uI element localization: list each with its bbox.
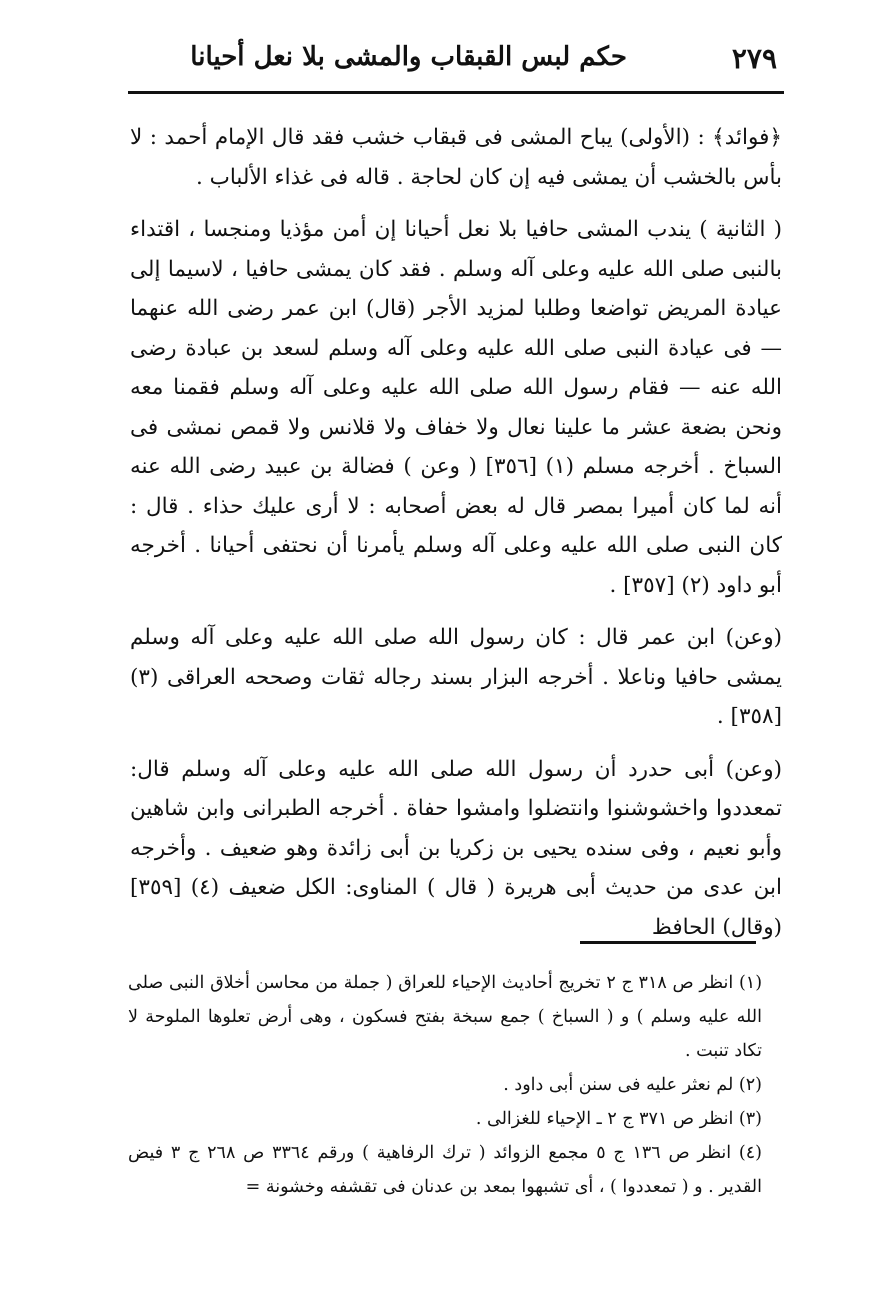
page-number: ٢٧٩ [731, 42, 777, 75]
running-title: حكم لبس القبقاب والمشى بلا نعل أحيانا [190, 42, 627, 72]
page-header [135, 38, 777, 78]
footnote-2: (٢) لم نعثر عليه فى سنن أبى داود . [503, 1075, 762, 1095]
main-text [130, 118, 782, 947]
paragraph-benefits-second: ( الثانية ) يندب المشى حافيا بلا نعل أحيانا إن أمن مؤذيا ومنجسا ، اقتداء بالنبى صلى الله عليه وعلى آله وسلم . فقد كان يمشى حافيا ، لاسيما إلى عيادة المريض تواضعا وطلبا لمزيد الأجر (قال) ابن عمر رضى الله عنهما — فى عيادة النبى صلى الله عليه وعلى آله وسلم لسعد بن عبادة رضى الله عنه — فقام رسول الله صلى الله عليه وعلى آله وسلم فقمنا معه ونحن بضعة عشر ما علينا نعال ولا خفاف ولا قلانس ولا قمص نمشى فى السباخ . أخرجه مسلم (١) [٣٥٦] ( وعن ) فضالة بن عبيد رضى الله عنه أنه لما كان أميرا بمصر قال له بعض أصحابه : لا أرى عليك حذاء . قال : كان النبى صلى الله عليه وعلى آله وسلم يأمرنا أن نحتفى أحيانا . أخرجه أبو داود (٢) [٣٥٧] . [130, 217, 782, 598]
paragraph-benefits-first: ﴿فوائد﴾ : (الأولى) يباح المشى فى قبقاب خشب فقد قال الإمام أحمد : لا بأس بالخشب أن يمشى فيه إن كان لحاجة . قاله فى غذاء الألباب . [130, 125, 782, 190]
footnote-rule [580, 941, 756, 944]
footnote-1: (١) انظر ص ٣١٨ ج ٢ تخريج أحاديث الإحياء للعراق ( جملة من محاسن أخلاق النبى صلى الله عليه وسلم ) و ( السباخ ) جمع سبخة بفتح فسكون ، وهى أرض تعلوها الملوحة لا تكاد تنبت . [128, 973, 763, 1061]
footnotes [128, 966, 762, 1204]
footnote-3: (٣) انظر ص ٣٧١ ج ٢ ـ الإحياء للغزالى . [475, 1109, 762, 1129]
footnote-4: (٤) انظر ص ١٣٦ ج ٥ مجمع الزوائد ( ترك الرفاهية ) ورقم ٣٣٦٤ ص ٢٦٨ ج ٣ فيض القدير . و ( تمعددوا ) ، أى تشبهوا بمعد بن عدنان فى تقشفه وخشونة = [128, 1143, 762, 1197]
header-rule [128, 91, 784, 94]
paragraph-abi-hadrad: (وعن) أبى حدرد أن رسول الله صلى الله عليه وعلى آله وسلم قال: تمعددوا واخشوشنوا وانتضلوا وامشوا حفاة . أخرجه الطبرانى وابن شاهين وأبو نعيم ، وفى سنده يحيى بن زكريا بن أبى زائدة وهو ضعيف . وأخرجه ابن عدى من حديث أبى هريرة ( قال ) المناوى: الكل ضعيف (٤) [٣٥٩] (وقال) الحافظ [130, 756, 782, 940]
paragraph-ibn-umar: (وعن) ابن عمر قال : كان رسول الله صلى الله عليه وعلى آله وسلم يمشى حافيا وناعلا . أخرجه البزار بسند رجاله ثقات وصححه العراقى (٣) [٣٥٨] . [130, 625, 782, 729]
